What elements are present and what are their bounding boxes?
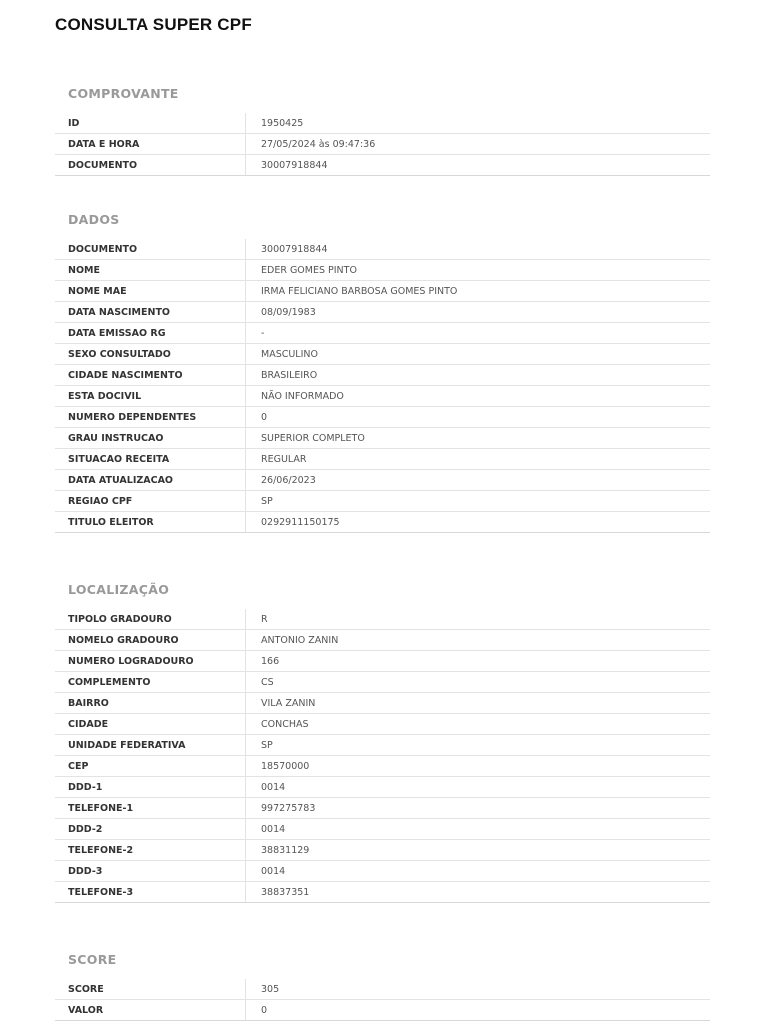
table-row [55,134,710,155]
row-label: REGIAO CPF [55,491,246,511]
table-row [55,407,710,428]
table-row [55,365,710,386]
row-label: SCORE [55,979,246,999]
section-comprovante [55,84,710,176]
row-value: CONCHAS [261,718,309,730]
row-label: TELEFONE-3 [55,882,246,902]
table-row [55,449,710,470]
row-value: 1950425 [261,117,304,129]
table-row [55,302,710,323]
table-row [55,861,710,882]
row-label: DATA E HORA [55,134,246,154]
row-value: VILA ZANIN [261,697,316,709]
row-value: 0014 [261,823,286,835]
row-value: IRMA FELICIANO BARBOSA GOMES PINTO [261,285,458,297]
table-row [55,798,710,819]
row-label: TITULO ELEITOR [55,512,246,532]
section-dados [55,210,710,533]
table-row [55,344,710,365]
row-label: NOME [55,260,246,280]
table-row [55,470,710,491]
row-value: 0292911150175 [261,516,340,528]
row-value: 0014 [261,865,286,877]
row-label: DDD-2 [55,819,246,839]
table-row [55,882,710,903]
section-title: LOCALIZAÇÃO [68,582,170,597]
section-title: COMPROVANTE [68,86,179,101]
row-value: EDER GOMES PINTO [261,264,357,276]
row-label: ID [55,113,246,133]
page-title: CONSULTA SUPER CPF [55,15,252,34]
table-row [55,979,710,1000]
row-value: 0 [261,411,268,423]
row-value: MASCULINO [261,348,318,360]
row-label: SITUACAO RECEITA [55,449,246,469]
row-label: BAIRRO [55,693,246,713]
table-row [55,260,710,281]
table-row [55,777,710,798]
table-row [55,651,710,672]
row-label: SEXO CONSULTADO [55,344,246,364]
table-row [55,323,710,344]
row-label: NOMELO GRADOURO [55,630,246,650]
table-row [55,840,710,861]
table-row [55,155,710,176]
row-label: COMPLEMENTO [55,672,246,692]
row-label: GRAU INSTRUCAO [55,428,246,448]
row-label: TIPOLO GRADOURO [55,609,246,629]
row-value: REGULAR [261,453,307,465]
table-row [55,1000,710,1021]
row-label: TELEFONE-2 [55,840,246,860]
row-label: DATA NASCIMENTO [55,302,246,322]
row-label: UNIDADE FEDERATIVA [55,735,246,755]
comprovante-table [55,113,710,176]
row-value: - [261,327,265,339]
row-label: CIDADE [55,714,246,734]
row-value: 38831129 [261,844,310,856]
score-table [55,979,710,1021]
row-label: VALOR [55,1000,246,1020]
row-value: 27/05/2024 às 09:47:36 [261,138,376,150]
row-value: R [261,613,268,625]
table-row [55,281,710,302]
table-row [55,428,710,449]
row-value: SP [261,495,273,507]
row-value: SP [261,739,273,751]
row-label: NUMERO LOGRADOURO [55,651,246,671]
table-row [55,512,710,533]
row-label: DATA ATUALIZACAO [55,470,246,490]
row-label: DDD-3 [55,861,246,881]
table-row [55,113,710,134]
row-label: NOME MAE [55,281,246,301]
table-row [55,630,710,651]
row-value: 26/06/2023 [261,474,316,486]
table-row [55,672,710,693]
section-localizacao [55,580,710,903]
row-value: 38837351 [261,886,310,898]
row-value: 166 [261,655,280,667]
row-value: SUPERIOR COMPLETO [261,432,365,444]
table-row [55,491,710,512]
row-value: 997275783 [261,802,316,814]
row-label: CEP [55,756,246,776]
row-value: 08/09/1983 [261,306,316,318]
row-label: DATA EMISSAO RG [55,323,246,343]
table-row [55,714,710,735]
row-label: DDD-1 [55,777,246,797]
section-score [55,950,710,1021]
row-label: CIDADE NASCIMENTO [55,365,246,385]
table-row [55,819,710,840]
table-row [55,735,710,756]
row-value: 0 [261,1004,268,1016]
row-label: ESTA DOCIVIL [55,386,246,406]
localizacao-table [55,609,710,903]
row-value: NÃO INFORMADO [261,390,344,402]
row-value: 30007918844 [261,243,328,255]
table-row [55,386,710,407]
section-title: DADOS [68,212,120,227]
table-row [55,239,710,260]
row-value: ANTONIO ZANIN [261,634,339,646]
row-value: BRASILEIRO [261,369,318,381]
row-value: CS [261,676,274,688]
row-value: 305 [261,983,280,995]
section-title: SCORE [68,952,117,967]
row-value: 18570000 [261,760,310,772]
row-value: 0014 [261,781,286,793]
row-label: DOCUMENTO [55,155,246,175]
dados-table [55,239,710,533]
row-value: 30007918844 [261,159,328,171]
row-label: DOCUMENTO [55,239,246,259]
table-row [55,609,710,630]
row-label: TELEFONE-1 [55,798,246,818]
table-row [55,756,710,777]
table-row [55,693,710,714]
row-label: NUMERO DEPENDENTES [55,407,246,427]
